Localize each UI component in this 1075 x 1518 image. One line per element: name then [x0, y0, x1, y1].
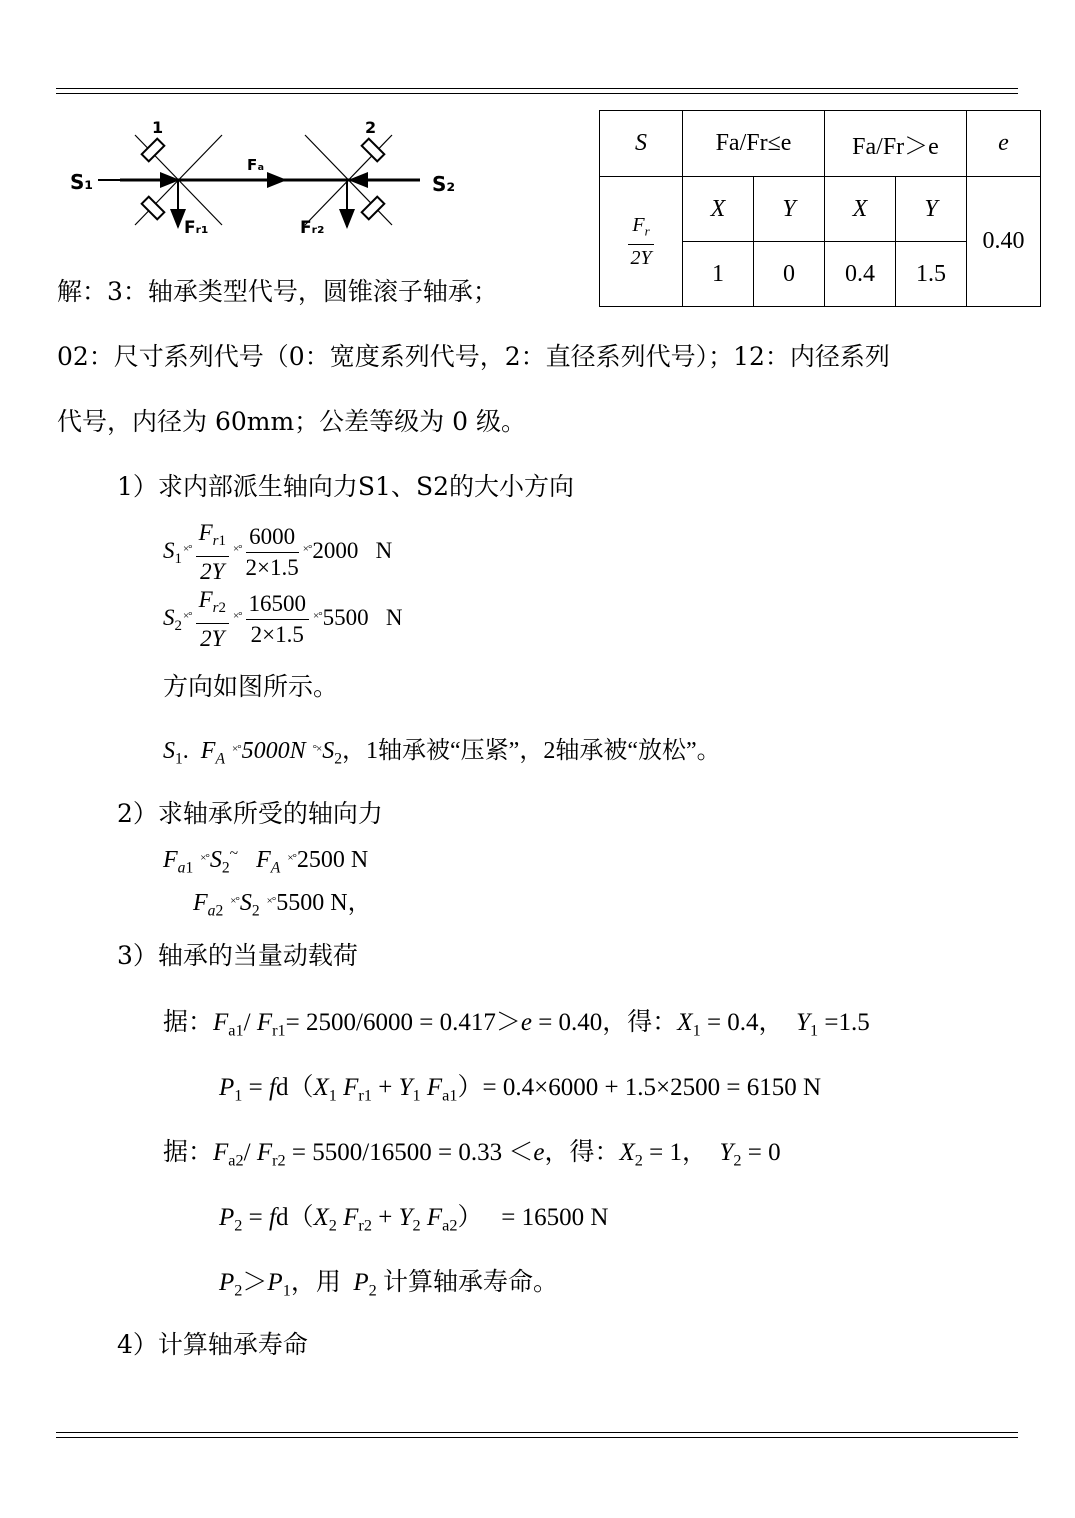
s1-formula: $S_1^{\times^\circ}$ $\frac{F_{r1}}{2Y}$ ×° $\frac{6000}{2\times 1.5}$ ×°2000 N — [163, 520, 393, 585]
p1-formula: $P_1 = fd(X_1$ $F_{r1} + Y_1$ $F_{a1})= 0.4\times 6000 + 1.5\times 2500 = 6150$ N — [219, 1074, 822, 1105]
table-value-e: 0.40 — [967, 177, 1041, 307]
step-2-heading: 2）求轴承所受的轴向力 — [117, 799, 383, 828]
table-sub-x1: X — [683, 177, 754, 242]
bottom-rule-thin — [56, 1432, 1018, 1433]
label-bearing-2: 2 — [365, 118, 377, 137]
table-header-e: e — [967, 111, 1041, 177]
bottom-rule — [56, 1437, 1018, 1438]
fa2-formula: $F_{a2}$ $^{\times^\circ}S_2$ ×°5500 N， — [193, 890, 372, 920]
label-s1: S₁ — [70, 170, 94, 194]
step-4-heading: 4）计算轴承寿命 — [117, 1330, 308, 1359]
table-header-gt: Fa/Fr＞e — [825, 111, 967, 177]
label-s2: S₂ — [432, 172, 456, 196]
solution-line-1: 解：3：轴承类型代号，圆锥滚子轴承； — [57, 277, 498, 306]
direction-note: 方向如图所示。 — [163, 672, 339, 701]
load-ratio-1: 据：$F_{a1}/$ $F_{r1}= 2500/6000 = 0.417>e = 0.40$，得：$X_1 = 0.4$， $Y_1 =1.5$ — [163, 1009, 870, 1040]
coefficient-table — [599, 110, 1041, 307]
table-sub-x2: X — [825, 177, 896, 242]
table-sub-y2: Y — [896, 177, 967, 242]
p-comparison: $P_2>P_1$，用 $P_2$ 计算轴承寿命。 — [219, 1269, 559, 1300]
fa1-formula: $F_{a1}$ $^{\times^\circ}S_2^\sim$ $F_A$ ×°2500 N — [163, 845, 369, 877]
label-fr1: Fᵣ₁ — [184, 218, 209, 238]
top-rule-thin — [56, 93, 1018, 94]
label-bearing-1: 1 — [152, 118, 164, 137]
table-row-fraction: $\frac{F_r}{2Y}$ — [600, 177, 683, 307]
table-sub-y1: Y — [754, 177, 825, 242]
p2-formula: $P_2 = fd(X_2$ $F_{r2} + Y_2$ $F_{a2}) = 16500$ N — [219, 1204, 609, 1235]
comparison-line: $S_1$. $F_A$ ×°5000N $^{^\circ\times}S_2$，1轴承被“压紧”，2轴承被“放松”。 — [163, 738, 721, 768]
bearing-force-diagram — [60, 115, 480, 245]
s2-formula: $S_2^{\times^\circ}$ $\frac{F_{r2}}{2Y}$ ×° $\frac{16500}{2\times 1.5}$ ×°5500 N — [163, 587, 403, 652]
step-1-heading: 1）求内部派生轴向力S1、S2的大小方向 — [117, 472, 574, 501]
solution-line-2: 02：尺寸系列代号（0：宽度系列代号，2：直径系列代号）；12：内径系列 — [57, 342, 890, 371]
solution-line-3: 代号，内径为 60mm；公差等级为 0 级。 — [57, 407, 526, 436]
label-fr2: Fᵣ₂ — [300, 218, 325, 238]
table-value-y2: 1.5 — [896, 242, 967, 307]
table-value-y1: 0 — [754, 242, 825, 307]
table-header-le: Fa/Fr≤e — [683, 111, 825, 177]
table-header-s: S — [600, 111, 683, 177]
table-value-x2: 0.4 — [825, 242, 896, 307]
label-fa: Fₐ — [247, 156, 265, 174]
step-3-heading: 3）轴承的当量动载荷 — [117, 941, 358, 970]
table-value-x1: 1 — [683, 242, 754, 307]
load-ratio-2: 据：$F_{a2}/$ $F_{r2} = 5500/16500 = 0.33 <e$，得：$X_2 = 1$， $Y_2 = 0$ — [163, 1139, 781, 1170]
top-rule — [56, 88, 1018, 89]
